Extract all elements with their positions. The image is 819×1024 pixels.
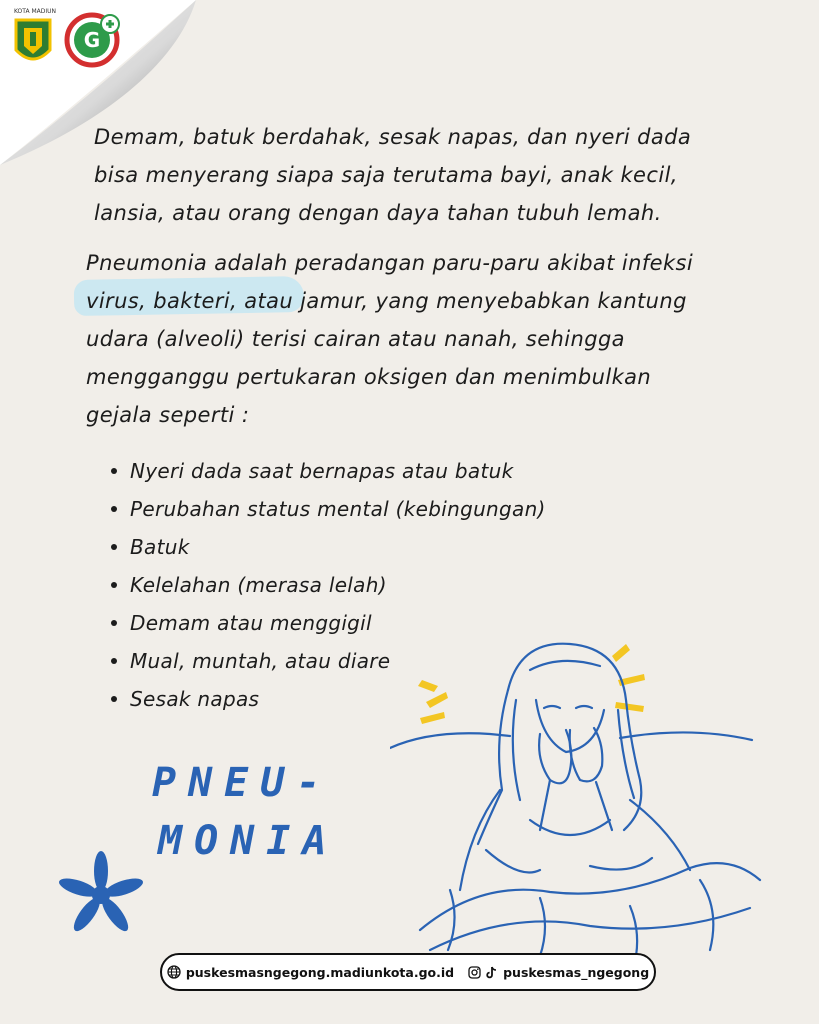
- title-line-2: MONIA: [158, 818, 339, 864]
- instagram-icon: [468, 966, 481, 979]
- sick-woman-illustration: [390, 630, 770, 960]
- definition-paragraph: [86, 244, 746, 434]
- list-item: Perubahan status mental (kebingungan): [108, 490, 546, 528]
- website-link[interactable]: [167, 965, 454, 980]
- list-item: Demam atau menggigil: [108, 604, 546, 642]
- bullet-icon: [111, 544, 117, 550]
- asterisk-icon: [56, 850, 146, 940]
- social-link[interactable]: [468, 965, 649, 980]
- paragraph-line: gejala seperti :: [86, 403, 250, 427]
- kota-madiun-caption: KOTA MADIUN: [13, 8, 57, 15]
- intro-line: bisa menyerang siapa saja terutama bayi, anak kecil,: [94, 163, 678, 187]
- svg-text:G: G: [83, 28, 101, 52]
- bullet-icon: [111, 658, 117, 664]
- list-item: Mual, muntah, atau diare: [108, 642, 546, 680]
- paragraph-line: virus, bakteri, atau jamur, yang menyebabkan kantung: [86, 289, 687, 313]
- intro-text: [94, 118, 734, 232]
- puskesmas-logo: [62, 10, 122, 70]
- intro-line: lansia, atau orang dengan daya tahan tubuh lemah.: [94, 201, 662, 225]
- paragraph-line: mengganggu pertukaran oksigen dan menimbulkan: [86, 365, 652, 389]
- title-line-1: PNEU-: [152, 760, 333, 806]
- list-item: Batuk: [108, 528, 546, 566]
- bullet-icon: [111, 468, 117, 474]
- bullet-icon: [111, 506, 117, 512]
- alert-marks-icon: [418, 644, 645, 724]
- bullet-icon: [111, 696, 117, 702]
- intro-line: Demam, batuk berdahak, sesak napas, dan nyeri dada: [94, 125, 692, 149]
- social-handle: puskesmas_ngegong: [503, 964, 650, 980]
- list-item: Kelelahan (merasa lelah): [108, 566, 546, 604]
- footer-contact-bar: [160, 953, 656, 991]
- list-item: Nyeri dada saat bernapas atau batuk: [108, 452, 546, 490]
- tiktok-icon: [486, 966, 498, 979]
- paragraph-line: Pneumonia adalah peradangan paru-paru akibat infeksi: [86, 251, 694, 275]
- kota-madiun-logo: [10, 10, 56, 70]
- globe-icon: [167, 965, 181, 979]
- bullet-icon: [111, 582, 117, 588]
- paragraph-line: udara (alveoli) terisi cairan atau nanah, sehingga: [86, 327, 625, 351]
- bullet-icon: [111, 620, 117, 626]
- list-item: Sesak napas: [108, 680, 546, 718]
- website-text: puskesmasngegong.madiunkota.go.id: [185, 964, 455, 980]
